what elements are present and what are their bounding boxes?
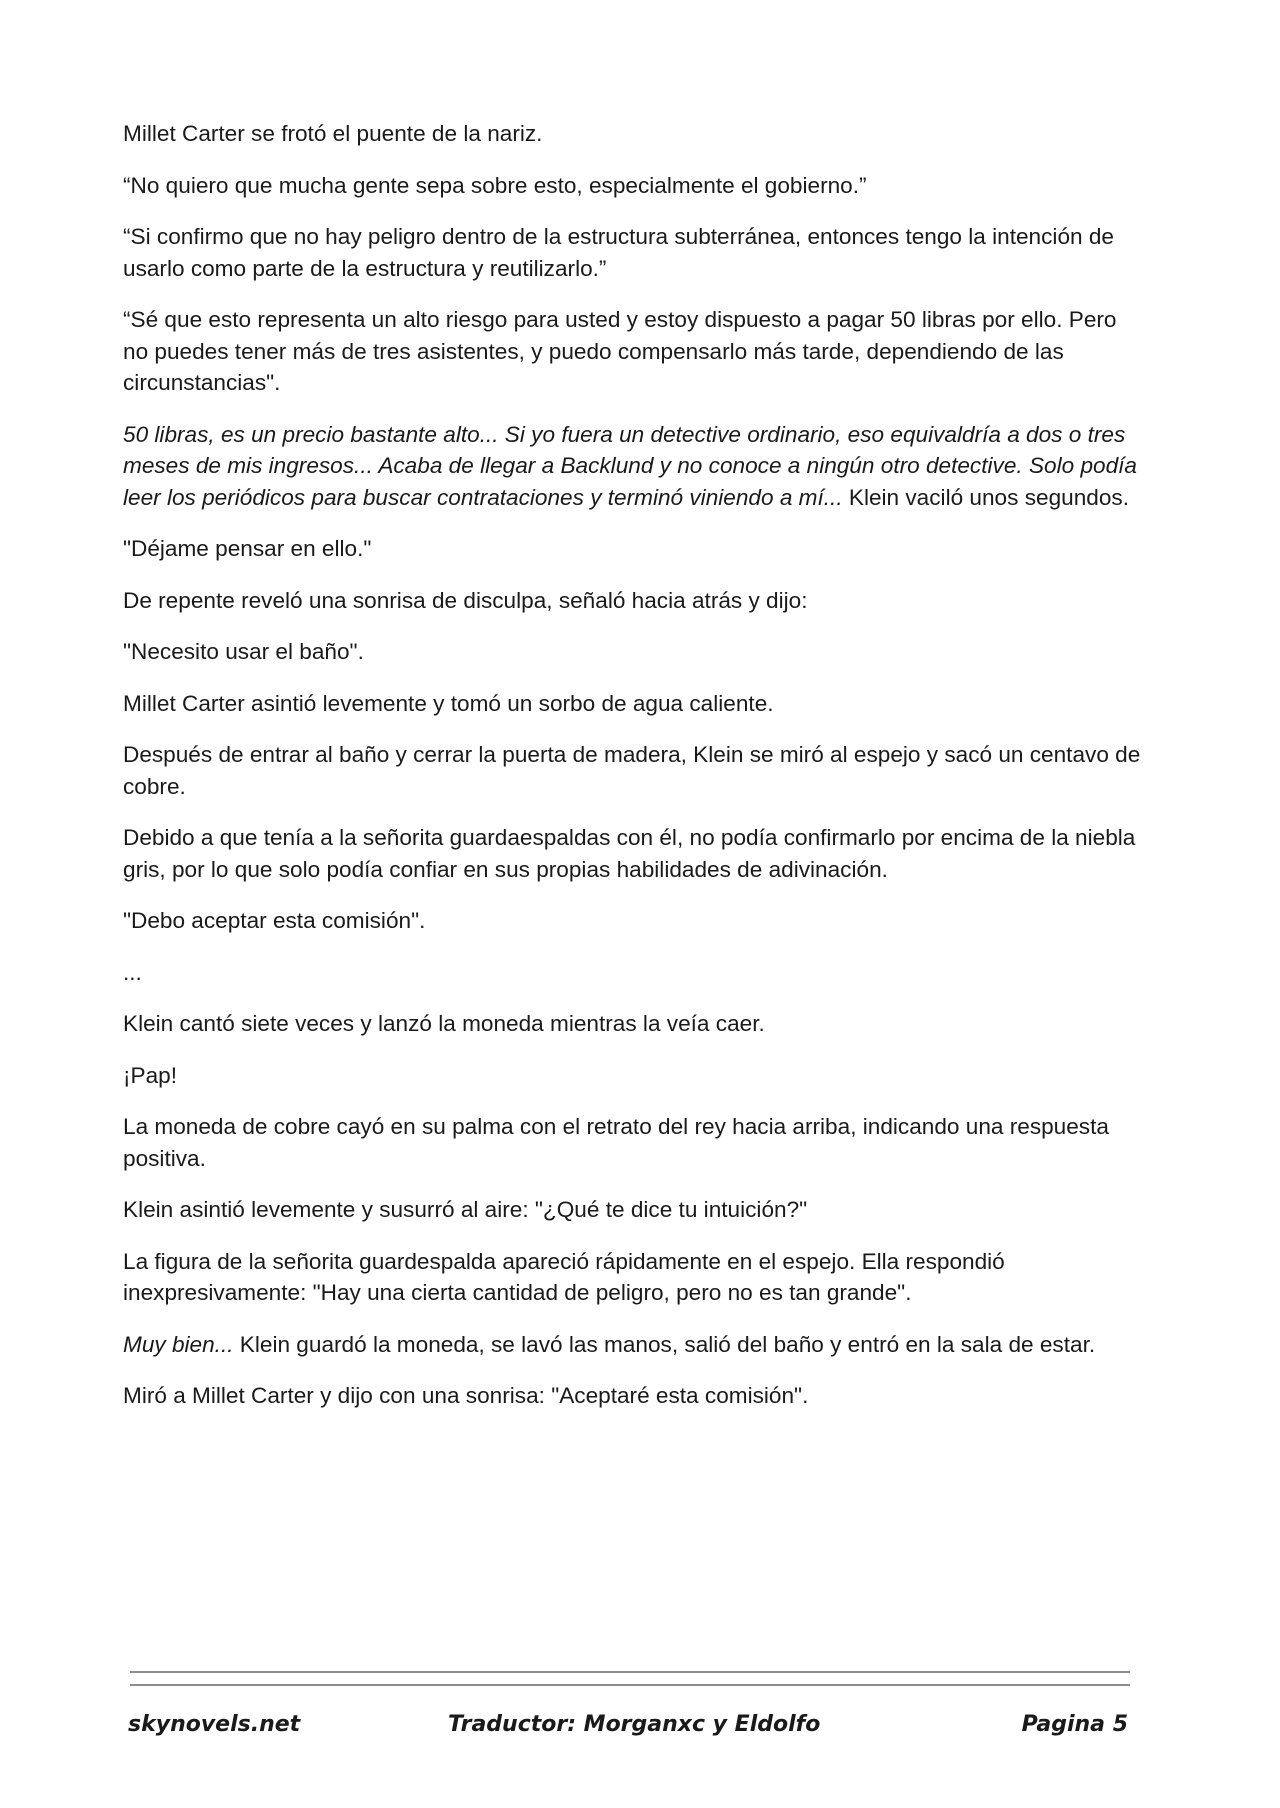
paragraph (123, 419, 1143, 514)
italic-text: Muy bien... (123, 1331, 234, 1357)
text-run: Millet Carter asintió levemente y tomó un sorbo de agua caliente. (123, 690, 774, 716)
text-run: “Si confirmo que no hay peligro dentro de la estructura subterránea, entonces tengo la intención de usarlo como parte de la estructura y reutilizarlo.” (123, 224, 1121, 281)
paragraph (123, 1194, 1143, 1226)
paragraph (123, 1008, 1143, 1040)
text-run: "Déjame pensar en ello." (123, 536, 372, 561)
text-run: De repente reveló una sonrisa de disculpa, señaló hacia atrás y dijo: (123, 587, 808, 613)
paragraph (123, 1329, 1143, 1361)
paragraph (123, 1380, 1143, 1412)
footer-page-number: Pagina 5 (1021, 1712, 1128, 1737)
paragraph (123, 1111, 1143, 1174)
text-run: Klein vaciló unos segundos. (842, 484, 1129, 510)
footer-rule-top (130, 1671, 1130, 1673)
page-footer (128, 1712, 1128, 1748)
italic-text: 50 libras, es un precio bastante alto... Si yo fuera un detective ordinario, eso equivaldría a dos o tres meses de mis ingresos... Acaba de llegar a Backlund y no conoce a ningún otro detective. Solo podía leer los periódicos para buscar contrataciones y terminó viniendo a mí... (123, 421, 1144, 510)
text-run: "Debo aceptar esta comisión". (123, 908, 426, 933)
text-run: Klein asintió levemente y susurró al aire: "¿Qué te dice tu intuición?" (123, 1197, 808, 1222)
text-run: La moneda de cobre cayó en su palma con el retrato del rey hacia arriba, indicando una respuesta positiva. (123, 1114, 1116, 1171)
footer-rule-bottom (130, 1684, 1130, 1686)
text-run: Millet Carter se frotó el puente de la nariz. (123, 121, 543, 146)
footer-site: skynovels.net (128, 1712, 301, 1737)
paragraph (123, 739, 1147, 802)
paragraph (123, 688, 1143, 720)
text-run: Miró a Millet Carter y dijo con una sonrisa: "Aceptaré esta comisión". (123, 1383, 809, 1408)
paragraph (123, 636, 1143, 668)
paragraph (123, 170, 1143, 202)
footer-translator: Traductor: Morganxc y Eldolfo (448, 1712, 821, 1737)
paragraph (123, 585, 1143, 617)
text-run: Klein cantó siete veces y lanzó la moneda mientras la veía caer. (123, 1011, 765, 1036)
text-run: “No quiero que mucha gente sepa sobre esto, especialmente el gobierno.” (123, 172, 867, 198)
paragraph (123, 118, 1143, 150)
paragraph (123, 957, 1143, 989)
paragraph (123, 304, 1143, 399)
text-run: ... (123, 959, 142, 985)
text-run: "Necesito usar el baño". (123, 639, 364, 664)
text-run: Klein guardó la moneda, se lavó las manos, salió del baño y entró en la sala de estar. (233, 1331, 1096, 1357)
paragraph (123, 822, 1143, 885)
text-run: Después de entrar al baño y cerrar la puerta de madera, Klein se miró al espejo y sacó un centavo de cobre. (123, 742, 1147, 799)
paragraph (123, 1246, 1143, 1309)
text-run: “Sé que esto representa un alto riesgo para usted y estoy dispuesto a pagar 50 libras por ello. Pero no puedes tener más de tres asistentes, y puedo compensarlo más tarde, dependiendo de las circunstancias". (123, 307, 1123, 395)
paragraph (123, 905, 1143, 937)
footer-divider (130, 1671, 1130, 1697)
paragraph (123, 1060, 1143, 1092)
text-run: La figura de la señorita guardespalda apareció rápidamente en el espejo. Ella respondió inexpresivamente: "Hay una cierta cantidad de peligro, pero no es tan grande". (123, 1248, 1012, 1305)
text-run: ¡Pap! (123, 1062, 178, 1088)
paragraph (123, 533, 1143, 565)
paragraph (123, 221, 1143, 284)
text-run: Debido a que tenía a la señorita guardaespaldas con él, no podía confirmarlo por encima de la niebla gris, por lo que solo podía confiar en sus propias habilidades de adivinación. (123, 825, 1142, 882)
document-body (123, 118, 1147, 1432)
